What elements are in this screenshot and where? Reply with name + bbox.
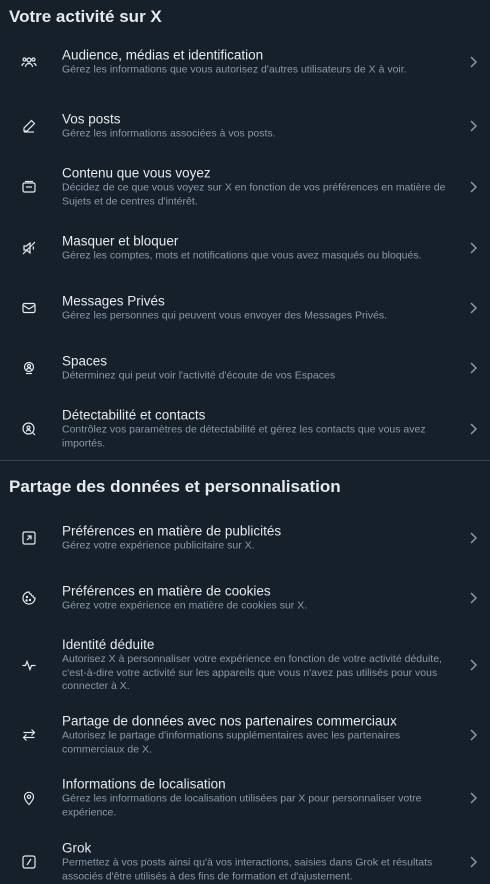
chevron-right-icon — [468, 591, 478, 605]
people-icon — [21, 54, 37, 70]
setting-cookie-preferences[interactable] — [0, 569, 490, 626]
setting-label: Contenu que vous voyez — [62, 165, 211, 181]
chevron-right-icon — [468, 658, 478, 672]
setting-discoverability-contacts[interactable] — [0, 398, 490, 460]
setting-description: Autorisez le partage d'informations supplémentaires avec les partenaires commerciaux de X. — [62, 729, 401, 755]
setting-location-information[interactable] — [0, 766, 490, 830]
setting-content-you-see[interactable] — [0, 156, 490, 218]
setting-label: Préférences en matière de publicités — [62, 522, 282, 538]
setting-description: Gérez les informations associées à vos posts. — [62, 127, 276, 140]
setting-spaces[interactable] — [0, 338, 490, 398]
setting-label: Messages Privés — [62, 293, 165, 309]
setting-description: Gérez votre expérience publicitaire sur X. — [62, 538, 255, 551]
setting-description: Autorisez X à personnaliser votre expérience en fonction de votre activité déduite, c'est-à-dire votre activité sur les appareils que vous n'avez pas utilisés pour vous connecter à X. — [62, 652, 442, 692]
setting-label: Détectabilité et contacts — [62, 407, 206, 423]
setting-label: Grok — [62, 840, 92, 856]
content-icon — [21, 179, 37, 195]
chevron-right-icon — [468, 791, 478, 805]
setting-label: Informations de localisation — [62, 776, 226, 792]
mute-icon — [21, 240, 37, 256]
chevron-right-icon — [468, 855, 478, 869]
pencil-icon — [21, 118, 37, 134]
setting-label: Préférences en matière de cookies — [62, 582, 271, 598]
envelope-icon — [21, 300, 37, 316]
setting-grok[interactable] — [0, 830, 490, 884]
chevron-right-icon — [468, 728, 478, 742]
setting-direct-messages[interactable] — [0, 278, 490, 338]
setting-mute-block[interactable] — [0, 218, 490, 278]
setting-description: Gérez votre expérience en matière de cookies sur X. — [62, 598, 308, 611]
setting-label: Vos posts — [62, 111, 121, 127]
section-title-activity: Votre activité sur X — [9, 7, 162, 26]
cookie-icon — [21, 590, 37, 606]
setting-description: Gérez les comptes, mots et notifications que vous avez masqués ou bloqués. — [62, 249, 422, 262]
setting-audience-media-tagging[interactable] — [0, 27, 490, 96]
setting-description: Déterminez qui peut voir l'activité d'écoute de vos Espaces — [62, 369, 336, 382]
discover-icon — [21, 421, 37, 437]
activity-icon — [21, 657, 37, 673]
ads-icon — [21, 530, 37, 546]
setting-description: Gérez les informations que vous autorisez d'autres utilisateurs de X à voir. — [62, 62, 407, 75]
setting-inferred-identity[interactable] — [0, 626, 490, 704]
setting-your-posts[interactable] — [0, 96, 490, 156]
chevron-right-icon — [468, 119, 478, 133]
grok-icon — [21, 854, 37, 870]
activity-list — [0, 27, 490, 460]
setting-label: Audience, médias et identification — [62, 46, 264, 62]
setting-description: Décidez de ce que vous voyez sur X en fonction de vos préférences en matière de Sujets et de centres d'intérêt. — [62, 181, 446, 207]
setting-description: Gérez les personnes qui peuvent vous envoyer des Messages Privés. — [62, 309, 388, 322]
chevron-right-icon — [468, 301, 478, 315]
setting-description: Gérez les informations de localisation utilisées par X pour personnaliser votre expérience. — [62, 792, 422, 818]
setting-label: Spaces — [62, 353, 108, 369]
data-sharing-list — [0, 506, 490, 884]
setting-description: Permettez à vos posts ainsi qu'à vos interactions, saisies dans Grok et résultats associés d'être utilisés à des fins de formation et d'ajustement. — [62, 856, 433, 882]
chevron-right-icon — [468, 241, 478, 255]
setting-label: Identité déduite — [62, 636, 155, 652]
section-title-data-sharing: Partage des données et personnalisation — [9, 477, 341, 496]
swap-icon — [21, 727, 37, 743]
setting-ads-preferences[interactable] — [0, 506, 490, 569]
setting-data-sharing-partners[interactable] — [0, 704, 490, 766]
chevron-right-icon — [468, 361, 478, 375]
chevron-right-icon — [468, 531, 478, 545]
setting-description: Contrôlez vos paramètres de détectabilité et gérez les contacts que vous avez importés. — [62, 423, 426, 449]
chevron-right-icon — [468, 422, 478, 436]
chevron-right-icon — [468, 55, 478, 69]
spaces-icon — [21, 360, 37, 376]
setting-label: Masquer et bloquer — [62, 233, 179, 249]
chevron-right-icon — [468, 180, 478, 194]
location-icon — [21, 790, 37, 806]
setting-label: Partage de données avec nos partenaires commerciaux — [62, 713, 397, 729]
